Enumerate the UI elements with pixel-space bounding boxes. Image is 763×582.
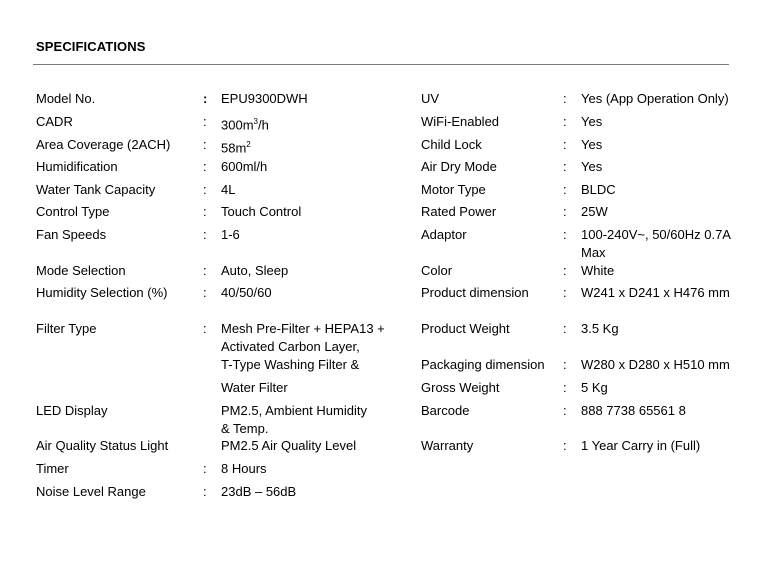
spec-value-adaptor-line: Max: [581, 245, 606, 260]
spec-label-cadr: CADR: [36, 114, 73, 129]
spec-colon: :: [563, 137, 567, 152]
spec-value-air-quality-light: PM2.5 Air Quality Level: [221, 438, 357, 453]
spec-colon: :: [203, 484, 207, 499]
spec-value-adaptor-line: 100-240V~, 50/60Hz 0.7A: [581, 227, 731, 242]
spec-label-humidification: Humidification: [36, 159, 118, 174]
spec-value-wifi: Yes: [581, 114, 603, 129]
spec-label-barcode: Barcode: [421, 403, 470, 418]
spec-value-filter-line: Water Filter: [221, 380, 288, 395]
spec-value-cadr: [221, 113, 269, 134]
spec-label-area: Area Coverage (2ACH): [36, 137, 171, 152]
spec-colon: :: [563, 227, 567, 242]
spec-label-packaging-dimension: Packaging dimension: [421, 357, 545, 372]
spec-label-led: LED Display: [36, 403, 108, 418]
spec-label-filter: Filter Type: [36, 321, 97, 336]
spec-label-warranty: Warranty: [421, 438, 474, 453]
spec-label-wifi: WiFi-Enabled: [421, 114, 500, 129]
spec-colon: :: [563, 159, 567, 174]
spec-value-color: White: [581, 263, 615, 278]
spec-colon: :: [203, 159, 207, 174]
spec-value-humidity-selection: 40/50/60: [221, 285, 272, 300]
area-number: 58m: [221, 140, 247, 156]
spec-value-filter-line: Activated Carbon Layer,: [221, 339, 360, 354]
spec-value-filter-line: T-Type Washing Filter &: [221, 357, 360, 372]
spec-colon: :: [563, 380, 567, 395]
spec-value-child-lock: Yes: [581, 137, 603, 152]
spec-value-humidification: 600ml/h: [221, 159, 268, 174]
spec-value-model: EPU9300DWH: [221, 91, 308, 106]
spec-label-control: Control Type: [36, 204, 110, 219]
spec-label-humidity-selection: Humidity Selection (%): [36, 285, 168, 300]
spec-colon: :: [203, 137, 207, 152]
spec-label-tank: Water Tank Capacity: [36, 182, 156, 197]
spec-colon: :: [563, 403, 567, 418]
spec-value-timer: 8 Hours: [221, 461, 267, 476]
spec-colon: :: [563, 114, 567, 129]
area-superscript: 2: [246, 140, 251, 149]
spec-value-area: [221, 136, 251, 157]
spec-label-air-dry: Air Dry Mode: [421, 159, 497, 174]
page-title: SPECIFICATIONS: [36, 39, 146, 54]
spec-value-gross-weight: 5 Kg: [581, 380, 608, 395]
spec-label-model: Model No.: [36, 91, 96, 106]
spec-label-child-lock: Child Lock: [421, 137, 482, 152]
cadr-number: 300m: [221, 117, 254, 133]
spec-colon: :: [203, 461, 207, 476]
spec-label-fan: Fan Speeds: [36, 227, 107, 242]
spec-label-product-dimension: Product dimension: [421, 285, 529, 300]
spec-colon: :: [563, 438, 567, 453]
spec-colon: :: [203, 91, 208, 106]
spec-value-fan: 1-6: [221, 227, 240, 242]
spec-value-warranty: 1 Year Carry in (Full): [581, 438, 701, 453]
spec-colon: :: [563, 204, 567, 219]
spec-value-mode: Auto, Sleep: [221, 263, 289, 278]
spec-colon: :: [563, 357, 567, 372]
spec-colon: :: [203, 182, 207, 197]
spec-label-motor: Motor Type: [421, 182, 486, 197]
cadr-superscript: 3: [253, 117, 258, 126]
spec-value-tank: 4L: [221, 182, 236, 197]
spec-value-led-line: PM2.5, Ambient Humidity: [221, 403, 367, 418]
spec-colon: :: [203, 263, 207, 278]
spec-value-barcode: 888 7738 65561 8: [581, 403, 686, 418]
spec-colon: :: [563, 321, 567, 336]
spec-value-led-line: & Temp.: [221, 421, 269, 436]
spec-colon: :: [563, 91, 567, 106]
spec-value-power: 25W: [581, 204, 608, 219]
spec-label-gross-weight: Gross Weight: [421, 380, 500, 395]
spec-label-color: Color: [421, 263, 453, 278]
spec-label-noise: Noise Level Range: [36, 484, 146, 499]
spec-label-timer: Timer: [36, 461, 69, 476]
spec-colon: :: [563, 263, 567, 278]
spec-value-product-weight: 3.5 Kg: [581, 321, 619, 336]
spec-label-mode: Mode Selection: [36, 263, 126, 278]
spec-colon: :: [203, 227, 207, 242]
spec-label-power: Rated Power: [421, 204, 497, 219]
spec-value-uv: Yes (App Operation Only): [581, 91, 729, 106]
spec-label-product-weight: Product Weight: [421, 321, 510, 336]
spec-colon: :: [563, 182, 567, 197]
spec-colon: :: [203, 285, 207, 300]
spec-value-motor: BLDC: [581, 182, 616, 197]
spec-value-air-dry: Yes: [581, 159, 603, 174]
cadr-unit: /h: [257, 117, 269, 133]
spec-label-uv: UV: [421, 91, 440, 106]
spec-colon: :: [203, 114, 207, 129]
spec-colon: :: [203, 321, 207, 336]
spec-label-air-quality-light: Air Quality Status Light: [36, 438, 169, 453]
spec-colon: :: [203, 204, 207, 219]
spec-value-filter-line: Mesh Pre-Filter + HEPA13 +: [221, 321, 385, 336]
spec-value-noise: 23dB – 56dB: [221, 484, 297, 499]
spec-value-control: Touch Control: [221, 204, 302, 219]
title-divider: [33, 64, 729, 65]
spec-value-product-dimension: W241 x D241 x H476 mm: [581, 285, 730, 300]
spec-label-adaptor: Adaptor: [421, 227, 467, 242]
spec-value-packaging-dimension: W280 x D280 x H510 mm: [581, 357, 730, 372]
spec-colon: :: [563, 285, 567, 300]
